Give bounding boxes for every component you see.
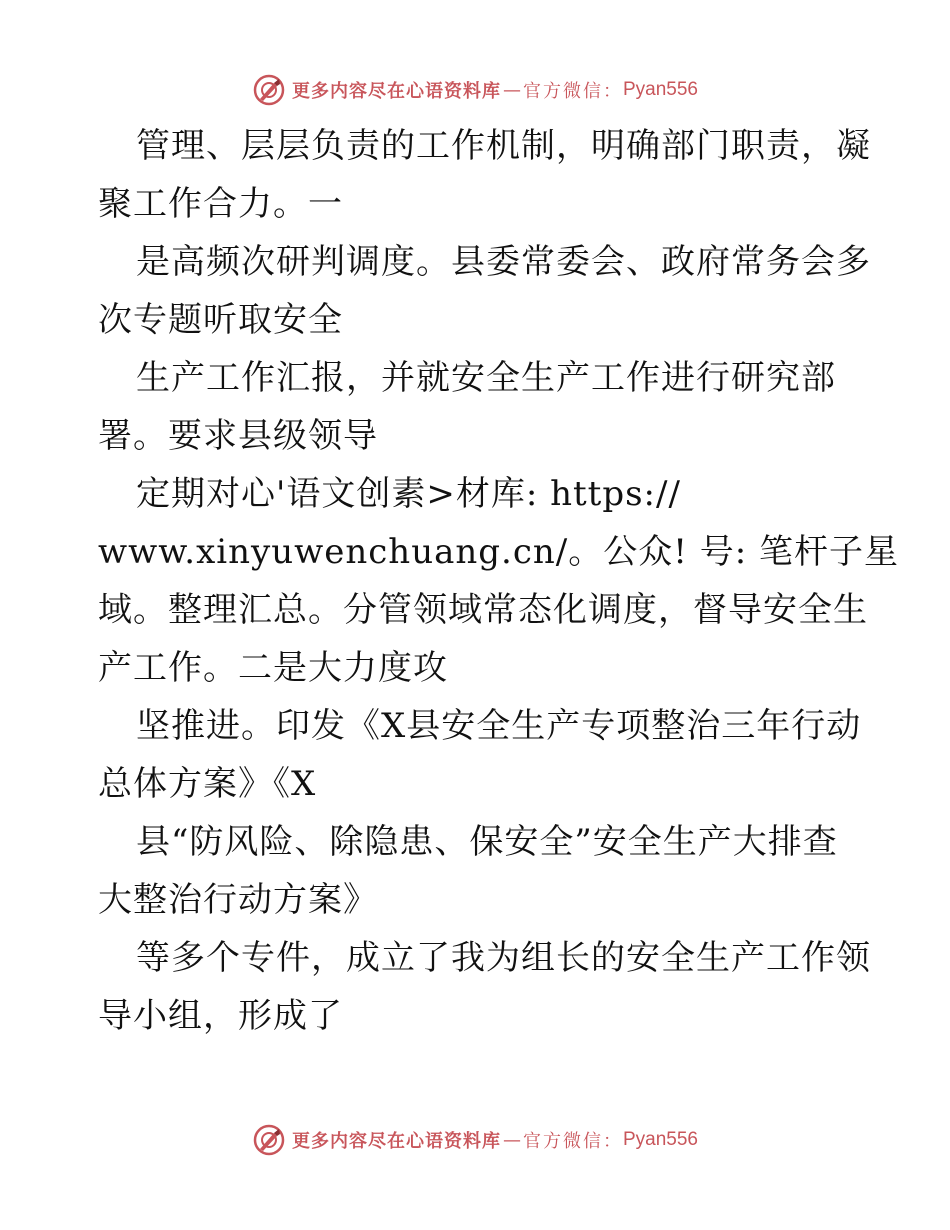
text-line: 县“防风险、除隐患、保安全”安全生产大排查 <box>136 822 838 862</box>
header-contact-label: 官方微信： <box>522 81 623 102</box>
text-line: 定期对心'语文创素>材库: https:// <box>136 474 681 514</box>
document-body <box>98 117 899 1045</box>
footer-brand-text: 更多内容尽在心语资料库 <box>291 1131 501 1152</box>
header-banner <box>0 70 950 110</box>
footer-contact-id: Pyan556 <box>622 1129 698 1150</box>
text-line: 生产工作汇报，并就安全生产工作进行研究部 <box>136 358 836 398</box>
text-line: 等多个专件，成立了我为组长的安全生产工作领 <box>136 938 871 978</box>
header-separator: — <box>502 79 521 101</box>
text-line: www.xinyuwenchuang.cn/。公众! 号: 笔杆子星 <box>98 532 899 572</box>
text-line: 聚工作合力。一 <box>98 184 343 224</box>
text-line: 大整治行动方案》 <box>98 880 378 920</box>
text-line: 导小组，形成了 <box>98 996 343 1036</box>
footer-banner <box>0 1120 950 1160</box>
text-line: 是高频次研判调度。县委常委会、政府常务会多 <box>136 242 871 282</box>
text-line: 总体方案》《X <box>98 764 317 804</box>
footer-separator: — <box>502 1129 521 1151</box>
header-contact-id: Pyan556 <box>622 79 698 100</box>
text-line: 坚推进。印发《X县安全生产专项整治三年行动 <box>136 706 862 746</box>
brand-logo-icon <box>252 1123 286 1157</box>
text-line: 域。整理汇总。分管领域常态化调度，督导安全生 <box>98 590 868 630</box>
text-line: 次专题听取安全 <box>98 300 343 340</box>
text-line: 管理、层层负责的工作机制，明确部门职责，凝 <box>136 126 871 166</box>
footer-contact-label: 官方微信： <box>522 1131 623 1152</box>
brand-logo-icon <box>252 73 286 107</box>
header-brand-text: 更多内容尽在心语资料库 <box>291 81 501 102</box>
text-line: 署。要求县级领导 <box>98 416 378 456</box>
text-line: 产工作。二是大力度攻 <box>98 648 448 688</box>
